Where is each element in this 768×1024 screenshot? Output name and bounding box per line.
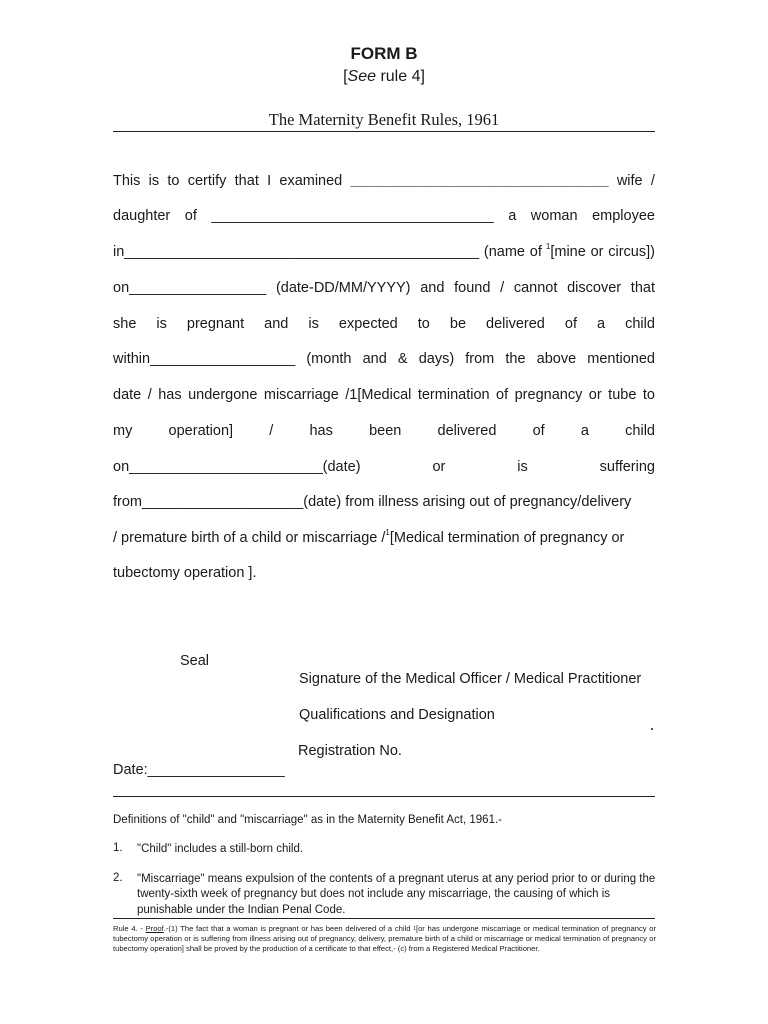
cert-line-3: in____________________________________________ (name of $^1$[mine or circus]) (113, 242, 655, 260)
form-title: FORM B (350, 44, 418, 63)
cert-line-11: / premature birth of a child or miscarriage /$^1$[Medical termination of pregnancy or (113, 528, 625, 546)
cert-line-1: This is to certify that I examined ________________________________ wife / (113, 173, 655, 189)
cert-line-5: she is pregnant and is expected to be delivered of a child (113, 316, 655, 332)
definition-miscarriage: "Miscarriage" means expulsion of the contents of a pregnant uterus at any period prior to or during the twenty-sixth week of pregnancy but does not include any miscarriage, the causing of which is punishable under the Indian Penal Code. (137, 873, 656, 916)
date-field[interactable]: Date:_________________ (113, 762, 285, 778)
rules-title: The Maternity Benefit Rules, 1961 (268, 110, 500, 129)
cert-line-12: tubectomy operation ]. (113, 565, 257, 581)
form-rule-reference: [See rule 4] (343, 68, 425, 85)
cert-line-2: daughter of ___________________________________ a woman employee (113, 208, 655, 224)
cert-line-8: my operation] / has been delivered of a child (113, 423, 655, 439)
relation-blank[interactable]: ___________________________________ (211, 208, 494, 224)
cert-line-4: on_________________ (date-DD/MM/YYYY) and found / cannot discover that (113, 280, 655, 296)
name-blank[interactable]: ________________________________ (350, 173, 609, 189)
cert-line-6: within__________________ (month and & days) from the above mentioned (113, 351, 655, 367)
header-divider (113, 131, 655, 132)
stray-dot (651, 728, 653, 730)
workplace-blank[interactable]: in____________________________________________ (113, 244, 480, 260)
definition-number: 2. (113, 872, 123, 884)
registration-label: Registration No. (298, 743, 402, 759)
duration-blank[interactable]: within__________________ (113, 351, 296, 367)
seal-label: Seal (180, 653, 210, 669)
illness-date-blank[interactable]: from____________________(date) from illness arising out of pregnancy/delivery (113, 494, 632, 510)
signature-label: Signature of the Medical Officer / Medical Practitioner (299, 671, 642, 687)
cert-line-10 (113, 493, 655, 511)
cert-line-9: on________________________(date) or is suffering (113, 459, 655, 475)
definition-number: 1. (113, 842, 123, 854)
exam-date-blank[interactable]: on_________________ (113, 280, 267, 296)
signature-divider (113, 796, 655, 797)
qualifications-label: Qualifications and Designation (299, 707, 495, 723)
cert-line-7: date / has undergone miscarriage /1[Medical termination of pregnancy or tube to (113, 387, 655, 403)
definition-child: "Child" includes a still-born child. (137, 843, 304, 855)
definitions-divider (113, 918, 655, 919)
definitions-heading: Definitions of "child" and "miscarriage" as in the Maternity Benefit Act, 1961.- (113, 814, 502, 826)
rule-4-text: Rule 4. - Proof.-(1) The fact that a woman is pregnant or has been delivered of a child $^1$[or has undergone miscarriage or medical termination of pregnancy or tubectomy operation or is suffering from illness arising out of pregnancy, delivery, premature birth of a child or miscarriage or medical termination of pregnancy or tubectomy operation] shall be proved by the production of a certificate to that effect,- (c) from a Registered Medical Practitioner. (113, 924, 657, 954)
delivery-date-blank[interactable]: on________________________(date) (113, 459, 361, 475)
